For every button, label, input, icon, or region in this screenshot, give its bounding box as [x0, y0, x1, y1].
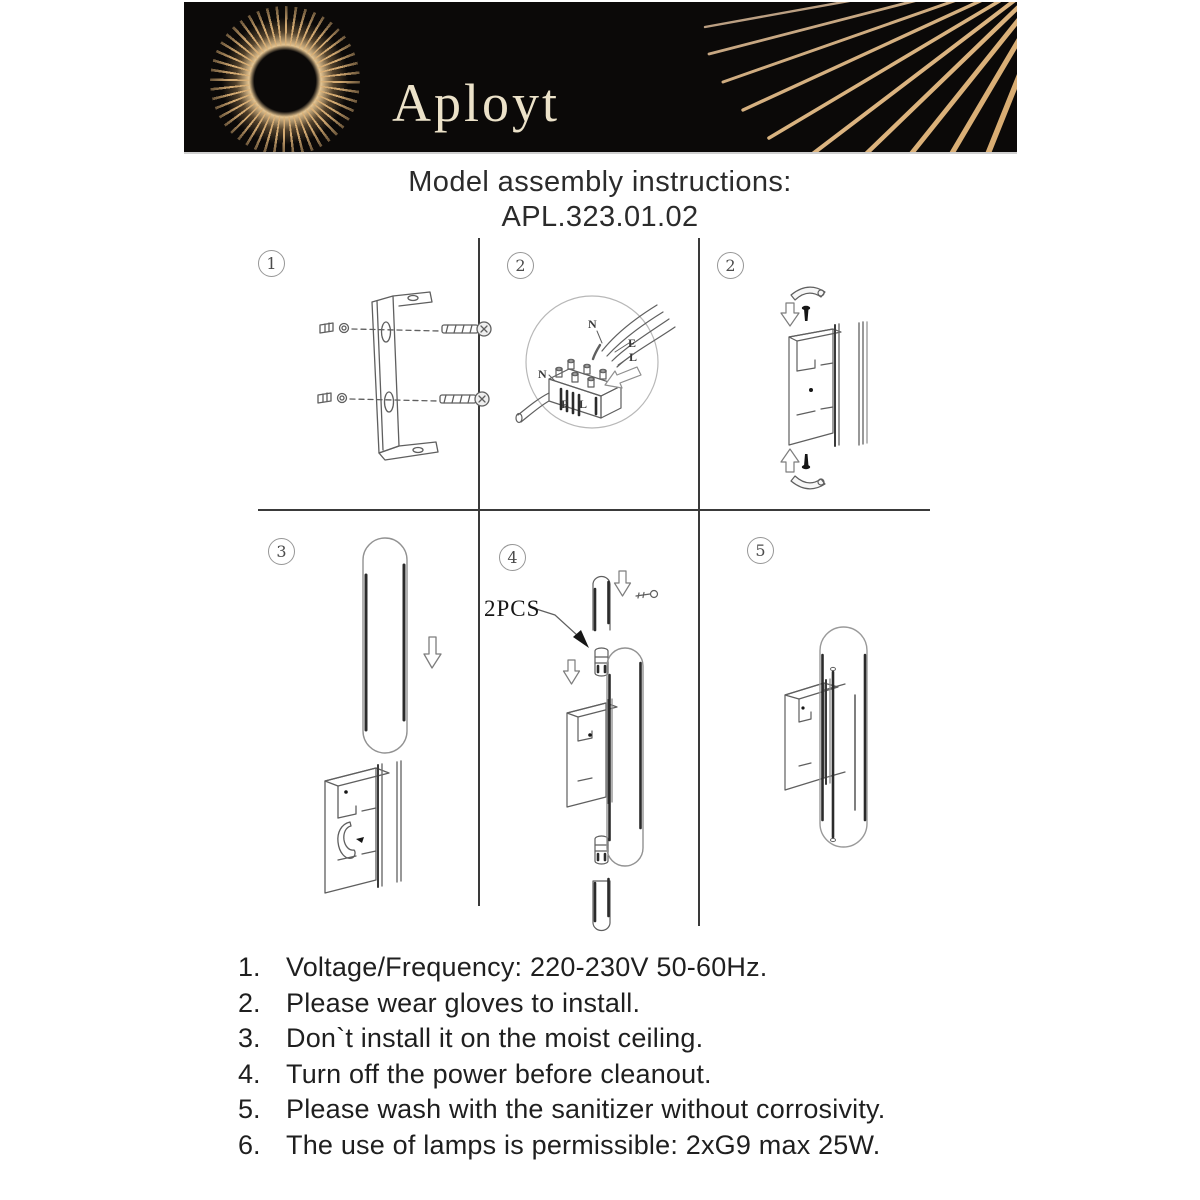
starburst-icon [210, 6, 360, 154]
step-badge-4: 4 [499, 544, 526, 571]
list-item [238, 1130, 885, 1166]
list-item [238, 1059, 885, 1095]
step-badge-3: 3 [268, 538, 295, 565]
list-item-number: 2. [238, 987, 261, 1018]
wire-label-e-bottom: E [561, 397, 570, 411]
step-badge-2-caps: 2 [717, 252, 744, 279]
document-title [200, 165, 1000, 235]
list-item-text: Voltage/Frequency: 220-230V 50-60Hz. [286, 952, 768, 982]
step2-endcaps-drawing [775, 275, 885, 500]
quantity-annotation: 2PCS [484, 596, 541, 621]
sunburst-rays-icon [597, 2, 1017, 152]
list-item-number: 5. [238, 1094, 261, 1125]
list-item-number: 4. [238, 1058, 261, 1089]
list-item-text: Please wash with the sanitizer without corrosivity. [286, 1094, 886, 1125]
list-item [238, 952, 885, 988]
list-item-number: 6. [238, 1129, 261, 1160]
list-item [238, 1023, 885, 1059]
title-line-2: APL.323.01.02 [501, 201, 699, 233]
list-item-text: The use of lamps is permissible: 2xG9 max 25W. [286, 1129, 881, 1160]
wire-label-n-left: N [538, 367, 547, 381]
step5-assembled-lamp-drawing [775, 600, 945, 860]
step2-wiring-drawing [505, 285, 685, 445]
list-item-text: Turn off the power before cleanout. [286, 1058, 712, 1089]
list-item [238, 988, 885, 1024]
step1-bracket-drawing [300, 285, 500, 465]
wire-label-l-bottom: L [579, 397, 588, 411]
list-item-number: 3. [238, 1023, 261, 1054]
brand-logotype: Aployt [392, 73, 561, 133]
step-badge-2-wiring: 2 [507, 252, 534, 279]
wire-label-n-top: N [588, 317, 597, 331]
list-item-text: Please wear gloves to install. [286, 987, 641, 1018]
grid-divider-horizontal [258, 509, 930, 511]
title-line-1: Model assembly instructions: [408, 166, 792, 198]
list-item [238, 1094, 885, 1130]
brand-banner [184, 2, 1017, 154]
list-item-text: Don`t install it on the moist ceiling. [286, 1023, 704, 1054]
step3-ring-drawing [280, 530, 470, 930]
step-badge-1: 1 [258, 250, 285, 277]
list-item-number: 1. [238, 952, 261, 982]
step-badge-5: 5 [747, 537, 774, 564]
wire-label-e-right: E [628, 336, 637, 350]
wire-label-l-right: L [629, 350, 638, 364]
instruction-list [238, 952, 885, 1166]
